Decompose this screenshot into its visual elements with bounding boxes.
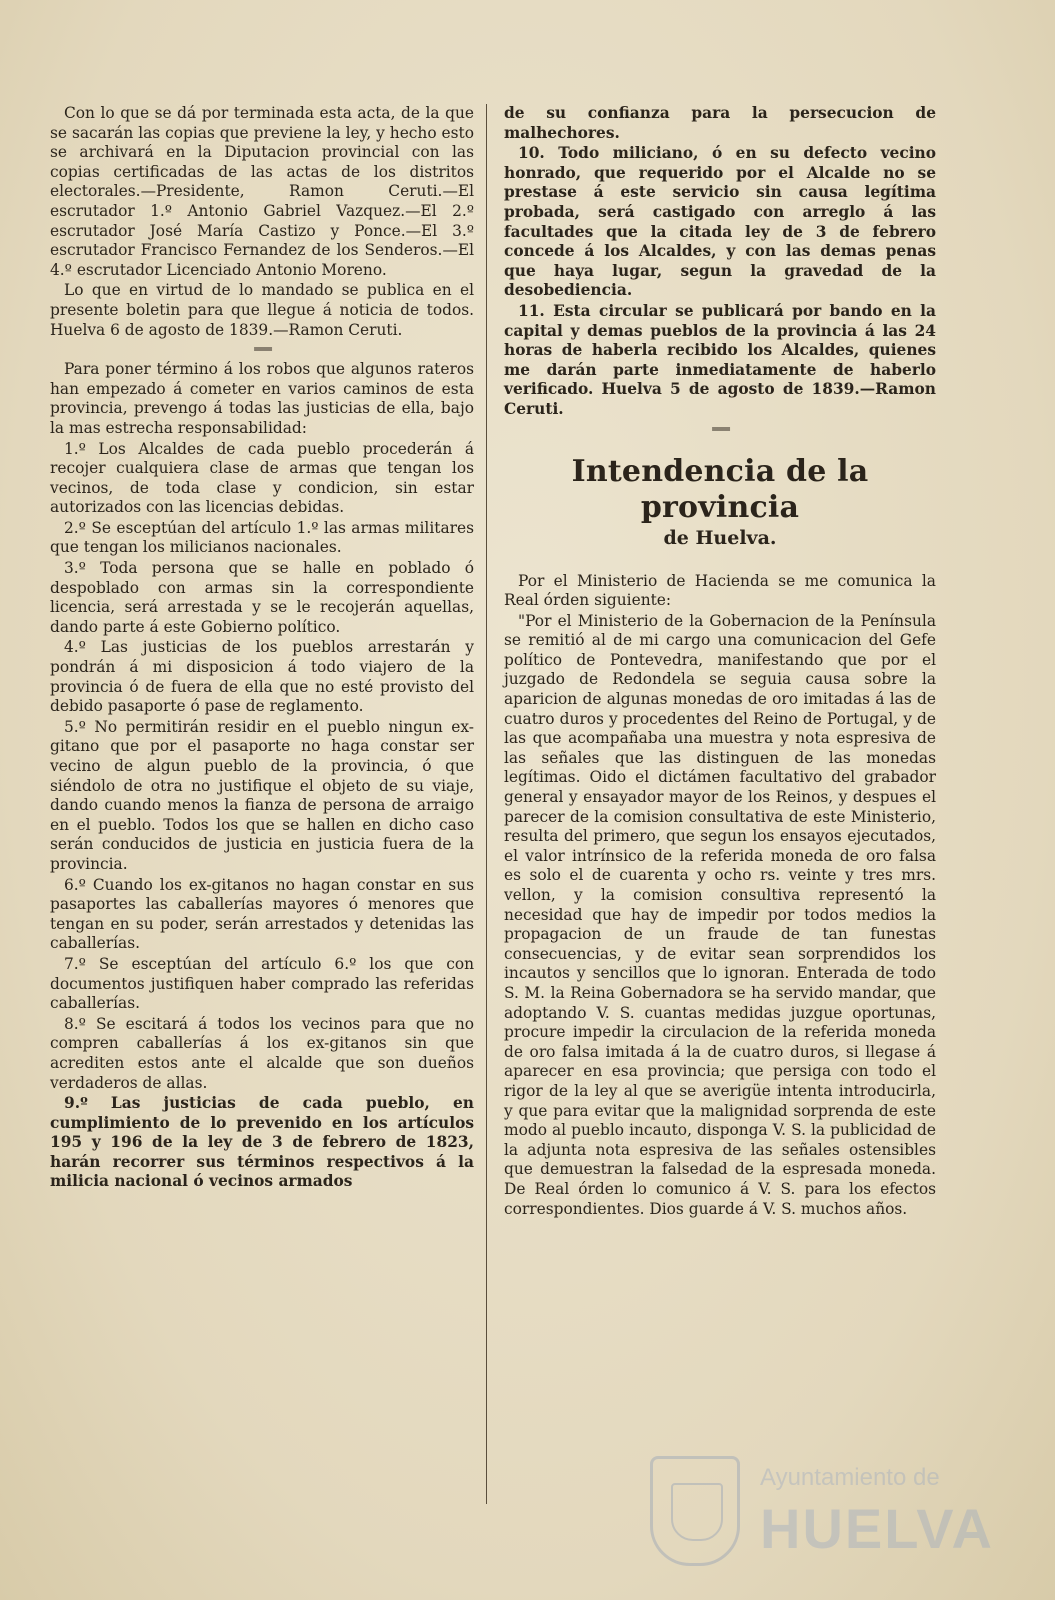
section-separator-2: ═══	[712, 421, 728, 436]
article-3: 3.º Toda persona que se halle en poblado ó despoblado con armas sin la correspondiente licencia, será arrestada y se le recojerán aquellas, dando parte á este Gobierno político.	[50, 559, 474, 636]
article-6: 6.º Cuando los ex-gitanos no hagan constar en sus pasaportes las caballerías mayores ó menores que tengan en su poder, serán arrestados y detenidas las caballerías.	[50, 875, 474, 953]
coat-of-arms-icon	[650, 1456, 740, 1566]
article-10: 10. Todo miliciano, ó en su defecto vecino honrado, que requerido por el Alcalde no se prestase á este servicio sin causa legítima probada, será castigado con arreglo á las facultades que la citada ley de 3 de febrero concede á los Alcaldes, y con las demas penas que haya lugar, segun la gravedad de la desobediencia.	[504, 144, 936, 300]
article-11: 11. Esta circular se publicará por bando en la capital y demas pueblos de la provincia á las 24 horas de haberla recibido los Alcaldes, quienes me darán parte inmediatamente de haberlo verificado. Huelva 5 de agosto de 1839.—Ramon Ceruti.	[504, 301, 936, 418]
section-heading: Intendencia de la provincia	[571, 453, 869, 525]
watermark-line-2: HUELVA	[760, 1497, 994, 1560]
column-divider	[486, 104, 487, 1504]
article-5: 5.º No permitirán residir en el pueblo ningun ex-gitano que por el pasaporte no haga constar ser vecino de algun pueblo de la provincia, ó que siéndolo de otra no justifique el objeto de su viaje, dando cuando menos la fianza de persona de arraigo en el pueblo. Todos los que se hallen en dicho caso serán conducidos de justicia en justicia fuera de la provincia.	[50, 717, 474, 873]
section-separator: ═══	[254, 342, 270, 357]
article-2: 2.º Se esceptúan del artículo 1.º las armas militares que tengan los milicianos nacionales.	[50, 518, 474, 557]
acta-closing-paragraph: Con lo que se dá por terminada esta acta, de la que se sacarán las copias que previene la ley, y hecho esto se archivará en la Diputacion provincial con las copias certificadas de las actas de los distritos electorales.—Presidente, Ramon Ceruti.—El escrutador 1.º Antonio Gabriel Vazquez.—El 2.º escrutador José María Castizo y Ponce.—El 3.º escrutador Francisco Fernandez de los Senderos.—El 4.º escrutador Licenciado Antonio Moreno.	[50, 104, 474, 279]
section-subheading: de Huelva.	[663, 526, 777, 549]
circular-intro: Para poner término á los robos que algunos rateros han empezado á cometer en varios caminos de esta provincia, prevengo á todas las justicias de ella, bajo la mas estrecha responsabilidad:	[50, 360, 474, 437]
article-7: 7.º Se esceptúan del artículo 6.º los que con documentos justifiquen haber comprado las referidas caballerías.	[50, 954, 474, 1013]
article-9: 9.º Las justicias de cada pueblo, en cumplimiento de lo prevenido en los artículos 195 y 196 de la ley de 3 de febrero de 1823, harán recorrer sus términos respectivos á la milicia nacional ó vecinos armados	[50, 1094, 474, 1191]
article-1: 1.º Los Alcaldes de cada pueblo procederán á recojer cualquiera clase de armas que tengan los vecinos, de toda clase y condicion, sin estar autorizados con las licencias debidas.	[50, 439, 474, 517]
article-8: 8.º Se escitará á todos los vecinos para que no compren caballerías á los ex-gitanos sin que acrediten estos ante el alcalde que son dueños verdaderos de allas.	[50, 1014, 474, 1092]
watermark-line-1: Ayuntamiento de	[760, 1464, 940, 1491]
royal-order-intro: Por el Ministerio de Hacienda se me comunica la Real órden siguiente:	[504, 571, 936, 610]
publication-notice: Lo que en virtud de lo mandado se publica en el presente boletin para que llegue á noticia de todos. Huelva 6 de agosto de 1839.—Ramon Ceruti.	[50, 281, 474, 339]
article-9-continuation: de su confianza para la persecucion de malhechores.	[504, 104, 936, 142]
left-column	[50, 104, 474, 1193]
right-column	[504, 104, 936, 1220]
royal-order-text: "Por el Ministerio de la Gobernacion de la Península se remitió al de mi cargo una comunicacion del Gefe político de Pontevedra, manifestando que por el juzgado de Redondela se seguia causa sobre la aparicion de algunas monedas de oro imitadas á las de cuatro duros y procedentes del Reino de Portugal, y de las que acompañaba una muestra y nota espresiva de las señales que las distinguen de las monedas legítimas. Oido el dictámen facultativo del grabador general y ensayador mayor de los Reinos, y despues el parecer de la comision consultativa de este Ministerio, resulta del primero, que segun los ensayos ejecutados, el valor intrínsico de la referida moneda de oro falsa es solo el de cuarenta y ocho rs. veinte y tres mrs. vellon, y la comision consultiva representó la necesidad que hay de impedir por todos medios la propagacion de un fraude de tan funestas consecuencias, y de evitar sean sorprendidos los incautos y sencillos que lo ignoran. Enterada de todo S. M. la Reina Gobernadora se ha servido mandar, que adoptando V. S. cuantas medidas juzgue oportunas, procure impedir la circulacion de la referida moneda de oro falsa imitada á la de cuatro duros, si llegase á aparecer en esa provincia; que persiga con todo el rigor de la ley al que se averigüe intenta introducirla, y que para evitar que la malignidad sorprenda de este modo al pueblo incauto, disponga V. S. la publicidad de la adjunta nota espresiva de las señales ostensibles que demuestran la falsedad de la espresada moneda. De Real órden lo comunico á V. S. para los efectos correspondientes. Dios guarde á V. S. muchos años.	[504, 611, 936, 1218]
archive-watermark	[650, 1448, 994, 1568]
article-4: 4.º Las justicias de los pueblos arrestarán y pondrán á mi disposicion á todo viajero de la provincia ó de fuera de ella que no esté provisto del debido pasaporte ó pase de reglamento.	[50, 638, 474, 716]
